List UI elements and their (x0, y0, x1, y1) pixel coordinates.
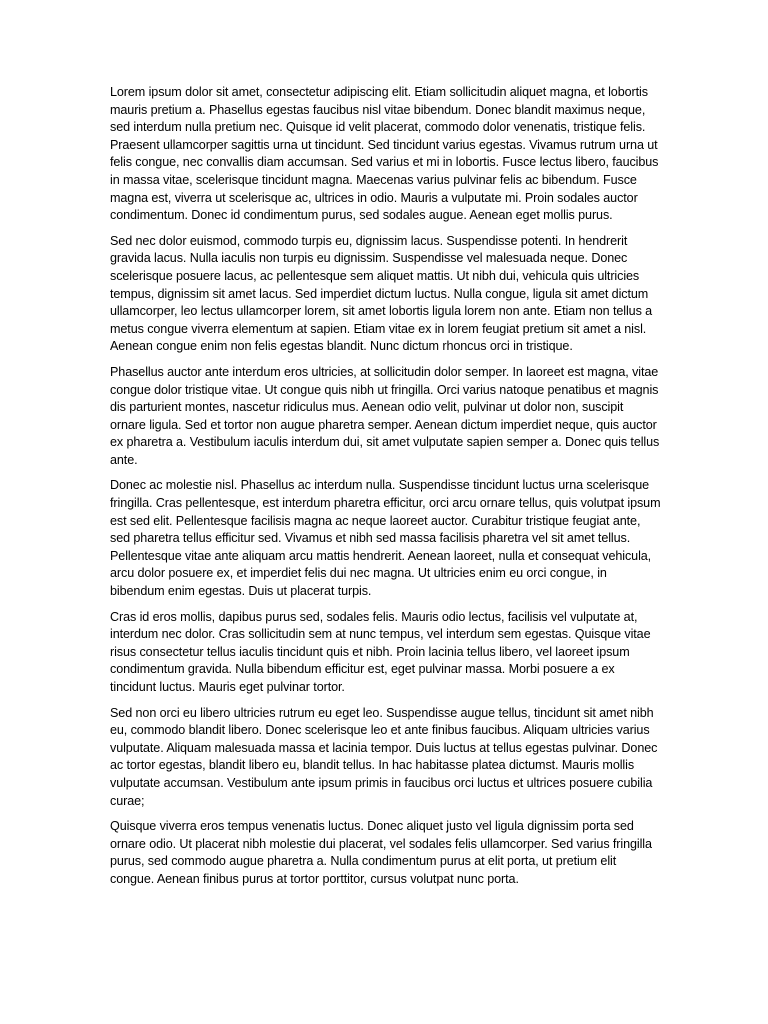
paragraph: Sed non orci eu libero ultricies rutrum eu eget leo. Suspendisse augue tellus, tincidunt sit amet nibh eu, commodo blandit libero. Donec scelerisque leo et ante finibus faucibus. Aliquam ultricies varius vulputate. Aliquam malesuada massa et lacinia tempor. Duis luctus at tellus egestas pulvinar. Donec ac tortor egestas, blandit libero eu, blandit tellus. In hac habitasse platea dictumst. Mauris mollis vulputate accumsan. Vestibulum ante ipsum primis in faucibus orci luctus et ultrices posuere cubilia curae; (110, 705, 658, 808)
paragraph: Donec ac molestie nisl. Phasellus ac interdum nulla. Suspendisse tincidunt luctus urna scelerisque fringilla. Cras pellentesque, est interdum pharetra efficitur, orci arcu ornare tellus, quis volutpat ipsum est sed elit. Pellentesque facilisis magna ac neque laoreet auctor. Curabitur tristique feugiat ante, sed pharetra tellus efficitur sed. Vivamus et nibh sed massa facilisis pharetra vel sit amet tellus. Pellentesque vitae ante aliquam arcu mattis hendrerit. Aenean laoreet, nulla et consequat vehicula, arcu dolor posuere ex, et imperdiet felis dui nec magna. Ut ultricies enim eu orci congue, in bibendum enim egestas. Duis ut placerat turpis. (110, 478, 661, 599)
document-body (110, 84, 662, 897)
paragraph: Sed nec dolor euismod, commodo turpis eu, dignissim lacus. Suspendisse potenti. In hendrerit gravida lacus. Nulla iaculis non turpis eu dignissim. Suspendisse vel malesuada neque. Donec scelerisque posuere lacus, ac pellentesque sem aliquet mattis. Ut nibh dui, vehicula quis ultricies tempus, dignissim sit amet lacus. Sed imperdiet dictum luctus. Nulla congue, ligula sit amet dictum ullamcorper, leo lectus ullamcorper lorem, sit amet lobortis ligula lorem non ante. Etiam non tellus a metus congue viverra elementum at sapien. Etiam vitae ex in lorem feugiat pretium sit amet a nisl. Aenean congue enim non felis egestas blandit. Nunc dictum rhoncus orci in tristique. (110, 233, 653, 354)
paragraph: Lorem ipsum dolor sit amet, consectetur adipiscing elit. Etiam sollicitudin aliquet magna, et lobortis mauris pretium a. Phasellus egestas faucibus nisl vitae bibendum. Donec blandit maximus neque, sed interdum nulla pretium nec. Quisque id velit placerat, commodo dolor venenatis, tristique felis. Praesent ullamcorper sagittis urna ut tincidunt. Sed tincidunt varius egestas. Vivamus rutrum urna ut felis congue, nec convallis diam accumsan. Sed varius et mi in lobortis. Fusce lectus libero, faucibus in massa vitae, scelerisque tincidunt magna. Maecenas varius pulvinar felis ac bibendum. Fusce magna est, viverra ut scelerisque ac, ultrices in odio. Mauris a vulputate mi. Proin sodales auctor condimentum. Donec id condimentum purus, sed sodales augue. Aenean eget mollis purus. (110, 85, 659, 223)
paragraph: Phasellus auctor ante interdum eros ultricies, at sollicitudin dolor semper. In laoreet est magna, vitae congue dolor tristique vitae. Ut congue quis nibh ut fringilla. Orci varius natoque penatibus et magnis dis parturient montes, nascetur ridiculus mus. Aenean odio velit, pulvinar ut dolor non, suscipit ornare ligula. Sed et tortor non augue pharetra semper. Aenean dictum imperdiet neque, quis auctor ex pharetra a. Vestibulum iaculis interdum dui, sit amet vulputate sapien semper a. Donec quis tellus ante. (110, 364, 660, 467)
paragraph: Quisque viverra eros tempus venenatis luctus. Donec aliquet justo vel ligula dignissim porta sed ornare odio. Ut placerat nibh molestie dui placerat, vel sodales felis ullamcorper. Sed varius fringilla purus, sed commodo augue pharetra a. Nulla condimentum purus at elit porta, ut pretium elit congue. Aenean finibus purus at tortor porttitor, cursus volutpat nunc porta. (110, 819, 652, 886)
paragraph: Cras id eros mollis, dapibus purus sed, sodales felis. Mauris odio lectus, facilisis vel vulputate at, interdum nec dolor. Cras sollicitudin sem at nunc tempus, vel interdum sem egestas. Quisque vitae risus consectetur tellus iaculis tincidunt quis et nibh. Proin lacinia tellus libero, vel laoreet ipsum condimentum gravida. Nulla bibendum efficitur est, eget pulvinar massa. Morbi posuere a ex tincidunt luctus. Mauris eget pulvinar tortor. (110, 609, 651, 694)
